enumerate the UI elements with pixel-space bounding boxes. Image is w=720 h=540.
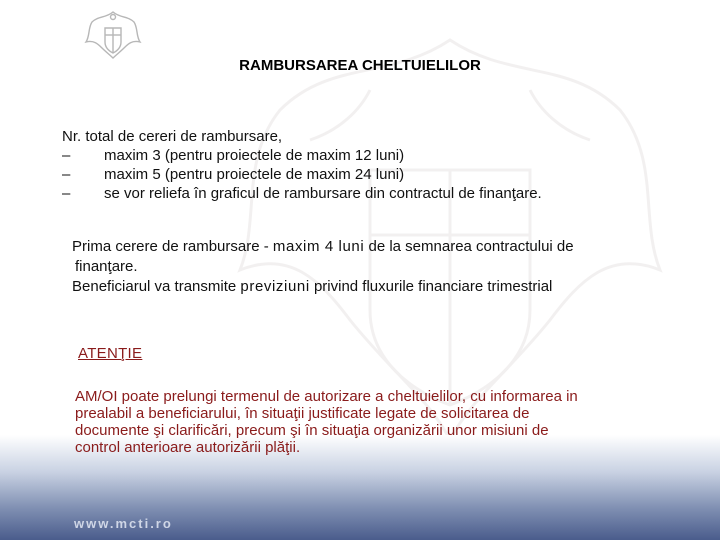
first-request-prefix: Prima cerere de rambursare - bbox=[72, 238, 273, 255]
forecast-emphasis: previziuni bbox=[240, 278, 310, 295]
first-request-continuation: finanţare. bbox=[75, 258, 138, 275]
list-item-text: maxim 3 (pentru proiectele de maxim 12 luni) bbox=[104, 147, 405, 164]
coat-of-arms-watermark-icon bbox=[170, 20, 720, 450]
list-item bbox=[62, 146, 542, 165]
list-item bbox=[62, 184, 542, 203]
attention-heading: ATENŢIE bbox=[78, 345, 143, 362]
list-dash: – bbox=[62, 166, 71, 183]
forecast-prefix: Beneficiarul va transmite bbox=[72, 278, 241, 295]
forecast-line bbox=[72, 277, 692, 297]
list-item-text: maxim 5 (pentru proiectele de maxim 24 luni) bbox=[104, 166, 405, 183]
request-count-block bbox=[62, 127, 542, 203]
forecast-suffix: privind fluxurile financiare trimestrial bbox=[309, 278, 553, 295]
note-line: documente şi clarificări, precum şi în situaţia organizării unor misiuni de bbox=[75, 422, 549, 439]
first-request-line bbox=[72, 237, 692, 257]
note-line: control anterioare autorizării plăţii. bbox=[75, 439, 301, 456]
first-request-block bbox=[72, 237, 692, 297]
footer-website-link[interactable]: www.mcti.ro bbox=[74, 516, 173, 531]
romanian-coat-of-arms-icon bbox=[78, 8, 148, 60]
note-line: AM/OI poate prelungi termenul de autorizare a cheltuielilor, cu informarea in bbox=[75, 388, 578, 405]
list-item bbox=[62, 165, 542, 184]
attention-note bbox=[75, 388, 695, 456]
page-title: RAMBURSAREA CHELTUIELILOR bbox=[239, 57, 481, 74]
first-request-emphasis: maxim 4 luni bbox=[272, 238, 365, 255]
list-dash: – bbox=[62, 185, 71, 202]
list-dash: – bbox=[62, 147, 71, 164]
request-count-heading: Nr. total de cereri de rambursare, bbox=[62, 128, 283, 145]
note-line: prealabil a beneficiarului, în situaţii justificate legate de solicitarea de bbox=[75, 405, 530, 422]
first-request-suffix: de la semnarea contractului de bbox=[364, 238, 574, 255]
list-item-text: se vor reliefa în graficul de rambursare din contractul de finanţare. bbox=[104, 185, 542, 202]
